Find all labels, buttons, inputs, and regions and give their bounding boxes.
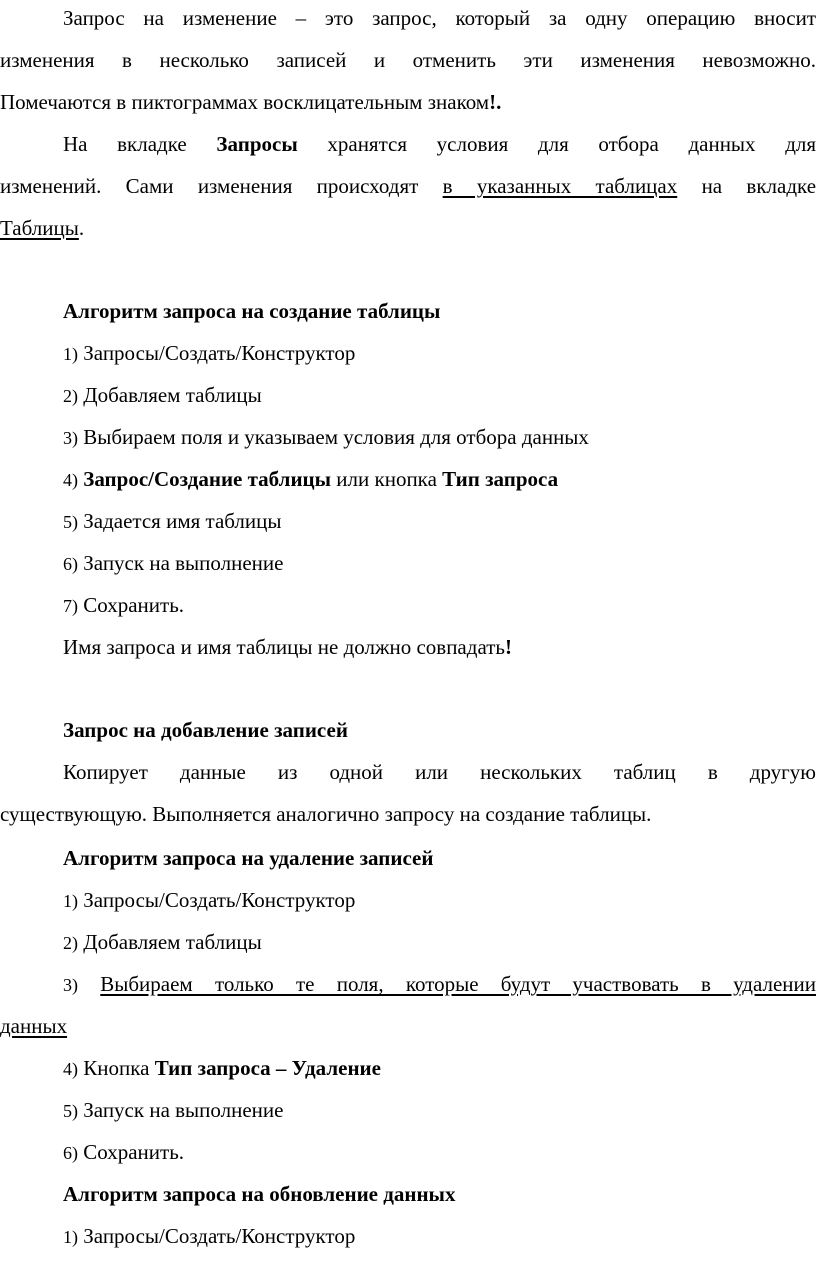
intro-line-3: Помечаются в пиктограммах восклицательным знаком!. <box>0 90 502 114</box>
delete-step-3-continued: данных <box>0 1014 68 1038</box>
tabs-para-line-3: Таблицы. <box>0 216 85 240</box>
create-step-3: 3) Выбираем поля и указываем условия для отбора данных <box>63 425 589 449</box>
update-step-1: 1) Запросы/Создать/Конструктор <box>63 1224 356 1248</box>
delete-step-2: 2) Добавляем таблицы <box>63 930 262 954</box>
delete-step-5: 5) Запуск на выполнение <box>63 1098 284 1122</box>
create-step-2: 2) Добавляем таблицы <box>63 383 262 407</box>
create-step-6: 6) Запуск на выполнение <box>63 551 284 575</box>
create-step-5: 5) Задается имя таблицы <box>63 509 282 533</box>
create-table-heading: Алгоритм запроса на создание таблицы <box>63 299 441 323</box>
delete-step-6: 6) Сохранить. <box>63 1140 185 1164</box>
create-step-1: 1) Запросы/Создать/Конструктор <box>63 341 356 365</box>
delete-step-3: 3) Выбираем только те поля, которые будут участвовать в удалении <box>63 972 816 996</box>
intro-line-2: изменения в несколько записей и отменить эти изменения невозможно. <box>0 48 816 72</box>
tabs-para-line-1: На вкладке Запросы хранятся условия для отбора данных для <box>63 132 816 156</box>
append-line-1: Копирует данные из одной или нескольких таблиц в другую <box>63 760 816 784</box>
create-step-4: 4) Запрос/Создание таблицы или кнопка Тип запроса <box>63 467 559 491</box>
update-heading: Алгоритм запроса на обновление данных <box>63 1182 456 1206</box>
create-step-7: 7) Сохранить. <box>63 593 185 617</box>
delete-step-4: 4) Кнопка Тип запроса – Удаление <box>63 1056 381 1080</box>
delete-heading: Алгоритм запроса на удаление записей <box>63 846 434 870</box>
append-heading: Запрос на добавление записей <box>63 718 348 742</box>
tabs-para-line-2: изменений. Сами изменения происходят в указанных таблицах на вкладке <box>0 174 816 198</box>
intro-line-1: Запрос на изменение – это запрос, который за одну операцию вносит <box>63 6 816 30</box>
create-table-note: Имя запроса и имя таблицы не должно совпадать! <box>63 635 512 659</box>
delete-step-1: 1) Запросы/Создать/Конструктор <box>63 888 356 912</box>
append-line-2: существующую. Выполняется аналогично запросу на создание таблицы. <box>0 802 652 826</box>
